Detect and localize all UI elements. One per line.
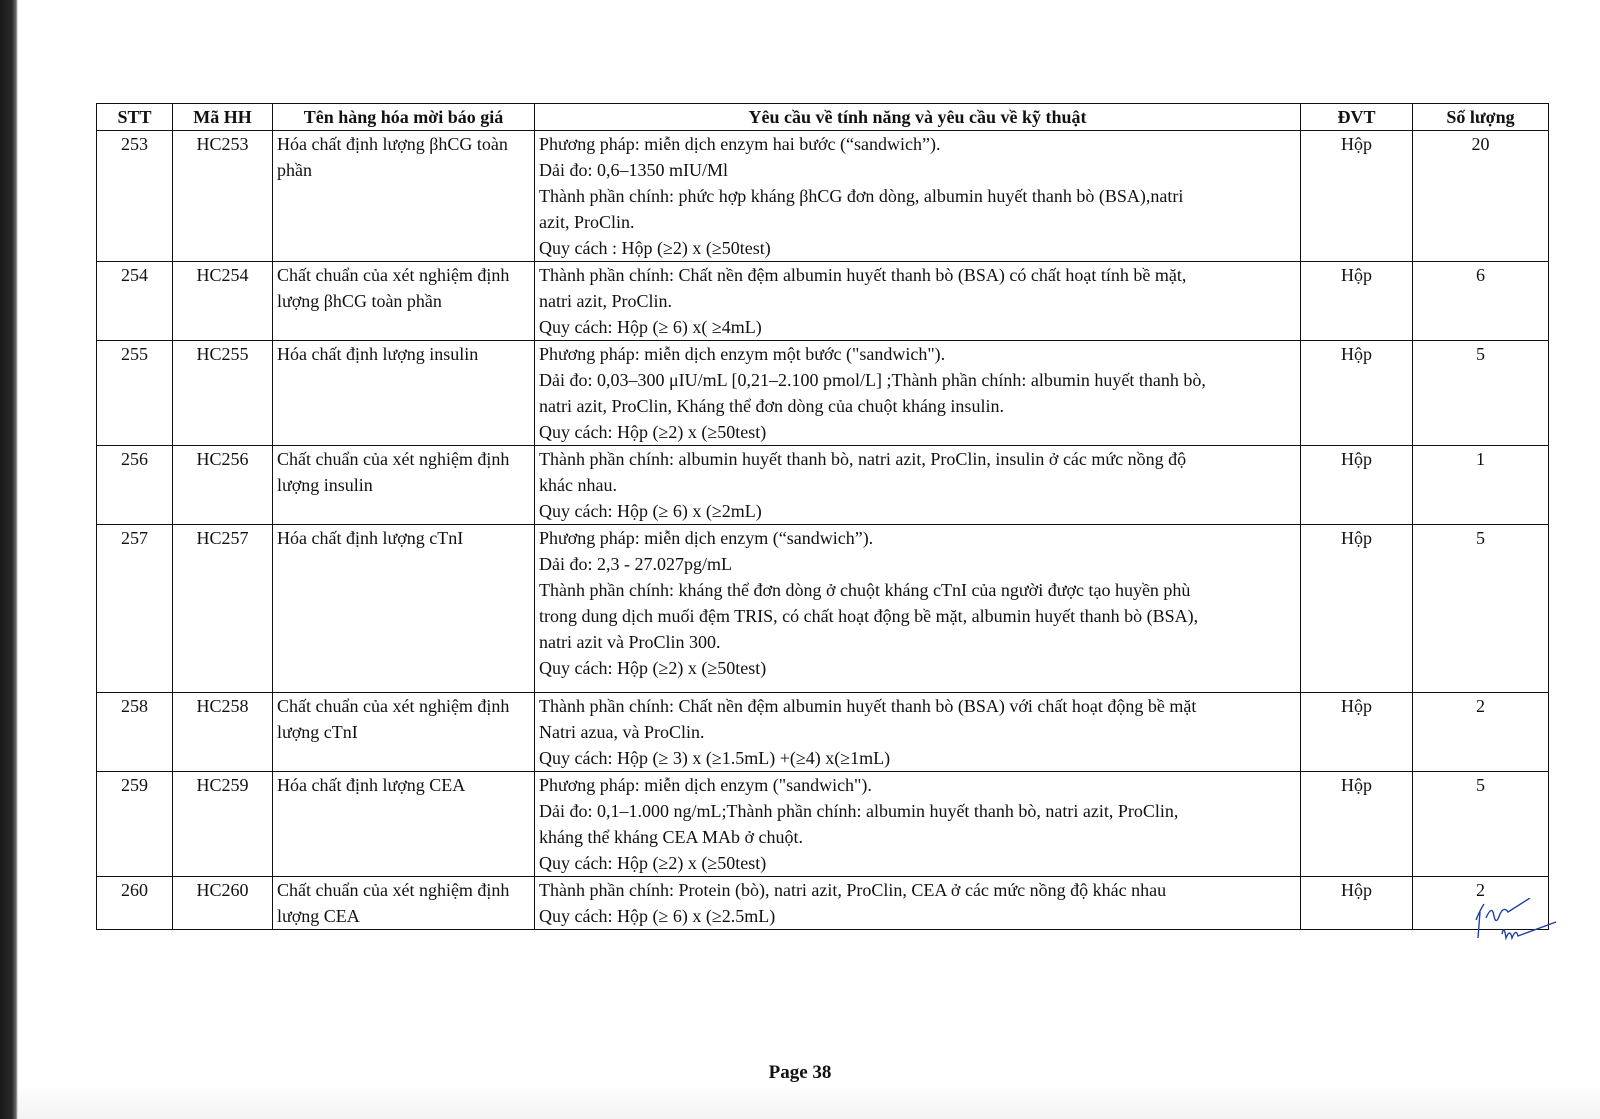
table-row (97, 446, 1549, 525)
table-row (97, 525, 1549, 693)
page-number: Page 38 (768, 1062, 832, 1083)
cell-qty: 5 (1413, 772, 1549, 877)
table-row (97, 341, 1549, 446)
cell-name (273, 693, 535, 772)
spec-line: Phương pháp: miễn dịch enzym ("sandwich"). (539, 775, 872, 795)
spec-line: Quy cách: Hộp (≥2) x (≥50test) (539, 853, 767, 873)
spec-line: azit, ProClin. (539, 212, 635, 232)
cell-qty: 20 (1413, 131, 1549, 262)
spec-line: Phương pháp: miễn dịch enzym một bước ("sandwich"). (539, 344, 946, 364)
header-stt: STT (97, 104, 173, 131)
item-name: Hóa chất định lượng βhCG toàn phần (277, 134, 508, 180)
cell-code: HC258 (173, 693, 273, 772)
cell-code: HC254 (173, 262, 273, 341)
cell-spec (535, 772, 1301, 877)
spec-line: Quy cách: Hộp (≥ 6) x (≥2mL) (539, 501, 762, 521)
cell-unit: Hộp (1301, 772, 1413, 877)
table-row (97, 693, 1549, 772)
header-unit: ĐVT (1301, 104, 1413, 131)
cell-stt: 255 (97, 341, 173, 446)
cell-code: HC256 (173, 446, 273, 525)
cell-spec (535, 341, 1301, 446)
spec-line: natri azit và ProClin 300. (539, 632, 721, 652)
spec-line: trong dung dịch muối đệm TRIS, có chất hoạt động bề mặt, albumin huyết thanh bò (BSA), (539, 606, 1199, 626)
cell-qty: 2 (1413, 693, 1549, 772)
cell-unit: Hộp (1301, 693, 1413, 772)
spec-line: Quy cách: Hộp (≥ 3) x (≥1.5mL) +(≥4) x(≥1mL) (539, 748, 891, 768)
cell-spec (535, 877, 1301, 930)
spec-line: Quy cách: Hộp (≥2) x (≥50test) (539, 422, 767, 442)
cell-stt: 254 (97, 262, 173, 341)
cell-unit: Hộp (1301, 131, 1413, 262)
spec-line: Thành phần chính: kháng thể đơn dòng ở chuột kháng cTnI của người được tạo huyền phù (539, 580, 1191, 600)
cell-qty: 2 (1413, 877, 1549, 930)
cell-unit: Hộp (1301, 525, 1413, 693)
cell-unit: Hộp (1301, 262, 1413, 341)
cell-code: HC257 (173, 525, 273, 693)
spec-line: Dải đo: 0,1–1.000 ng/mL;Thành phần chính: albumin huyết thanh bò, natri azit, ProClin, (539, 801, 1179, 821)
spec-line: Quy cách: Hộp (≥2) x (≥50test) (539, 658, 767, 678)
cell-spec (535, 693, 1301, 772)
spec-line: Thành phần chính: Chất nền đệm albumin huyết thanh bò (BSA) có chất hoạt tính bề mặt, (539, 265, 1187, 285)
spec-line: Thành phần chính: albumin huyết thanh bò, natri azit, ProClin, insulin ở các mức nồng độ (539, 449, 1187, 469)
item-name: Chất chuẩn của xét nghiệm định lượng CEA (277, 880, 510, 926)
table-row (97, 262, 1549, 341)
spec-line: natri azit, ProClin. (539, 291, 672, 311)
cell-qty: 1 (1413, 446, 1549, 525)
spec-line: Phương pháp: miễn dịch enzym (“sandwich”). (539, 528, 874, 548)
spec-line: Thành phần chính: Chất nền đệm albumin huyết thanh bò (BSA) với chất hoạt động bề mặt (539, 696, 1197, 716)
spec-line: kháng thể kháng CEA MAb ở chuột. (539, 827, 803, 847)
cell-unit: Hộp (1301, 341, 1413, 446)
item-name: Chất chuẩn của xét nghiệm định lượng insulin (277, 449, 510, 495)
cell-name (273, 772, 535, 877)
header-spec: Yêu cầu về tính năng và yêu cầu về kỹ thuật (535, 104, 1301, 131)
cell-spec (535, 525, 1301, 693)
spec-line: Quy cách : Hộp (≥2) x (≥50test) (539, 238, 771, 258)
cell-code: HC259 (173, 772, 273, 877)
cell-unit: Hộp (1301, 877, 1413, 930)
spec-line: Quy cách: Hộp (≥ 6) x( ≥4mL) (539, 317, 762, 337)
spec-line: Thành phần chính: phức hợp kháng βhCG đơn dòng, albumin huyết thanh bò (BSA),natri (539, 186, 1184, 206)
cell-stt: 253 (97, 131, 173, 262)
spec-line: Dải đo: 0,6–1350 mIU/Ml (539, 160, 728, 180)
cell-code: HC260 (173, 877, 273, 930)
cell-name (273, 525, 535, 693)
cell-qty: 5 (1413, 341, 1549, 446)
item-name: Chất chuẩn của xét nghiệm định lượng βhCG toàn phần (277, 265, 510, 311)
table-row (97, 131, 1549, 262)
cell-code: HC255 (173, 341, 273, 446)
cell-spec (535, 446, 1301, 525)
table-body (97, 131, 1549, 930)
quotation-table (96, 103, 1549, 930)
cell-name (273, 446, 535, 525)
cell-name (273, 877, 535, 930)
spec-line: Natri azua, và ProClin. (539, 722, 705, 742)
cell-stt: 257 (97, 525, 173, 693)
cell-unit: Hộp (1301, 446, 1413, 525)
spec-line: Dải đo: 2,3 - 27.027pg/mL (539, 554, 732, 574)
spec-line: Quy cách: Hộp (≥ 6) x (≥2.5mL) (539, 906, 776, 926)
cell-name (273, 341, 535, 446)
cell-name (273, 262, 535, 341)
cell-spec (535, 262, 1301, 341)
cell-qty: 5 (1413, 525, 1549, 693)
item-name: Hóa chất định lượng cTnI (277, 528, 464, 548)
spec-line: natri azit, ProClin, Kháng thể đơn dòng của chuột kháng insulin. (539, 396, 1004, 416)
spec-line: khác nhau. (539, 475, 617, 495)
handwritten-initials (1470, 898, 1590, 968)
cell-stt: 256 (97, 446, 173, 525)
item-name: Chất chuẩn của xét nghiệm định lượng cTnI (277, 696, 510, 742)
table-row (97, 772, 1549, 877)
scan-edge (0, 0, 18, 1119)
spec-line: Thành phần chính: Protein (bò), natri azit, ProClin, CEA ở các mức nồng độ khác nhau (539, 880, 1167, 900)
spec-line: Dải đo: 0,03–300 μIU/mL [0,21–2.100 pmol/L] ;Thành phần chính: albumin huyết thanh bò, (539, 370, 1206, 390)
cell-name (273, 131, 535, 262)
item-name: Hóa chất định lượng CEA (277, 775, 466, 795)
cell-stt: 260 (97, 877, 173, 930)
cell-stt: 258 (97, 693, 173, 772)
header-qty: Số lượng (1413, 104, 1549, 131)
table-header-row (97, 104, 1549, 131)
cell-spec (535, 131, 1301, 262)
cell-stt: 259 (97, 772, 173, 877)
header-name: Tên hàng hóa mời báo giá (273, 104, 535, 131)
cell-code: HC253 (173, 131, 273, 262)
spec-line: Phương pháp: miễn dịch enzym hai bước (“sandwich”). (539, 134, 941, 154)
header-code: Mã HH (173, 104, 273, 131)
scan-bottom-shade (18, 1085, 1600, 1119)
cell-qty: 6 (1413, 262, 1549, 341)
item-name: Hóa chất định lượng insulin (277, 344, 479, 364)
table-row (97, 877, 1549, 930)
